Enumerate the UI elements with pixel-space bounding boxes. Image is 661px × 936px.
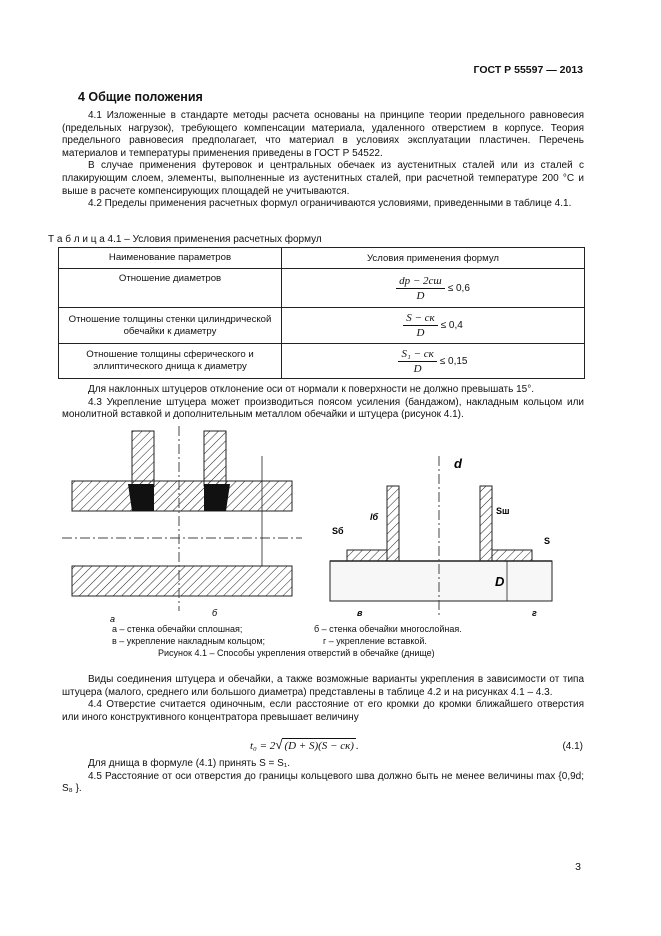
formula-end: . <box>355 740 359 752</box>
paragraph-block-4 <box>62 758 584 796</box>
figure-caption: Рисунок 4.1 – Способы укрепления отверстий в обечайке (днище) <box>158 648 435 658</box>
fig-label-d: d <box>454 456 462 471</box>
formula-condition: ≤ 0,15 <box>439 355 468 367</box>
legend-a: а – стенка обечайки сплошная; <box>112 624 243 634</box>
fig-label-v: в <box>357 608 363 618</box>
formula-denominator: D <box>416 289 425 302</box>
paragraph-inclined-nozzles: Для наклонных штуцеров отклонение оси от нормали к поверхности не должно превышать 15°. <box>88 384 535 395</box>
table-cell-param: Отношение толщины сферического и эллиптического днища к диаметру <box>59 344 282 379</box>
legend-b: б – стенка обечайки многослойная. <box>314 624 462 634</box>
paragraph-connection-types: Виды соединения штуцера и обечайки, а также возможные варианты укрепления в зависимости от типа штуцера (малого, среднего или большого диаметра) представлены в таблице 4.2 и на рисунках 4.1 – 4.3. <box>62 674 584 698</box>
formula-4-1 <box>250 737 359 752</box>
standard-header: ГОСТ Р 55597 — 2013 <box>473 64 583 76</box>
fig-label-Sw: Sш <box>496 506 510 516</box>
fig-label-g: г <box>532 608 537 618</box>
fig-label-lb: lб <box>370 512 379 522</box>
formula-numerator: S − cк <box>403 312 437 326</box>
paragraph-4-1: 4.1 Изложенные в стандарте методы расчета основаны на принципе теории предельного равновесия (предельных нагрузок), требующего компенсации материала, удаленного отверстием в корпусе. Теория предельного равновесия предполагает, что материал в условиях эксплуатации пластичен. Перечень материалов и температуры применения приведены в ГОСТ Р 54522. <box>62 110 584 159</box>
table-cell-formula <box>282 344 585 379</box>
formula-radicand: (D + S)(S − cк) <box>284 740 354 752</box>
formula-condition: ≤ 0,4 <box>440 320 463 331</box>
table-header-conditions: Условия применения формул <box>282 248 585 269</box>
table-header-row <box>59 248 585 269</box>
paragraph-block-3 <box>62 674 584 724</box>
formula-head-thickness-ratio <box>398 348 467 375</box>
fig-label-S: S <box>544 536 551 546</box>
section-title: 4 Общие положения <box>78 90 203 104</box>
formula-shell-thickness-ratio <box>403 312 463 339</box>
paragraph-4-4: 4.4 Отверстие считается одиночным, если расстояние от его кромки до кромки ближайшего отверстия или иного конструктивного концентратора превышает величину <box>62 699 584 723</box>
legend-g: г – укрепление вставкой. <box>323 636 427 646</box>
paragraph-4-3: 4.3 Укрепление штуцера может производиться поясом усиления (бандажом), накладным кольцом или монолитной вставкой и дополнительным металлом обечайки и штуцера (рисунок 4.1). <box>62 396 584 421</box>
right-drawing <box>330 456 552 616</box>
paragraph-bottom-head: Для днища в формуле (4.1) принять S = S₁. <box>88 758 290 769</box>
figure-4-1-drawing <box>62 426 572 622</box>
paragraph-4-2: 4.2 Пределы применения расчетных формул ограничиваются условиями, приведенными в таблице 4.1. <box>88 198 572 210</box>
table-cell-param: Отношение диаметров <box>59 269 282 308</box>
formula-lhs: t₀ = 2 <box>250 740 276 752</box>
page-number: 3 <box>575 861 581 873</box>
conditions-table <box>58 247 585 379</box>
formula-diameter-ratio <box>396 275 470 302</box>
table-header-params: Наименование параметров <box>59 248 282 269</box>
paragraph-4-5: 4.5 Расстояние от оси отверстия до границы кольцевого шва должно быть не менее величины max {0,9d; S₈ }. <box>62 770 584 795</box>
fig-label-a: а <box>110 614 116 622</box>
table-cell-formula <box>282 308 585 344</box>
formula-numerator: S₁ − cк <box>398 348 436 362</box>
paragraph-4-1-lining: В случае применения футеровок и центральных обечаек из аустенитных сталей или из сталей с плакирующим слоем, элементы, выполненные из аустенитных сталей, при расчетной температуре 200 °С и выше в расчете компенсирующих площадей не учитываются. <box>62 160 584 197</box>
formula-denominator: D <box>413 362 422 375</box>
table-cell-param: Отношение толщины стенки цилиндрической обечайки к диаметру <box>59 308 282 344</box>
sqrt-icon: √ <box>275 737 283 752</box>
formula-denominator: D <box>416 327 425 339</box>
fig-label-D: D <box>495 574 505 589</box>
table-caption: Т а б л и ц а 4.1 – Условия применения расчетных формул <box>48 234 322 245</box>
paragraph-block-2 <box>62 384 584 422</box>
formula-condition: ≤ 0,6 <box>447 282 470 294</box>
left-drawing <box>62 426 302 611</box>
fig-label-b: б <box>212 608 218 618</box>
paragraph-block-1 <box>62 110 584 211</box>
formula-numerator: dр − 2cш <box>396 275 445 289</box>
fig-label-Sb: Sб <box>332 526 344 536</box>
table-cell-formula <box>282 269 585 308</box>
table-row <box>59 269 585 308</box>
equation-number: (4.1) <box>562 741 583 752</box>
table-row <box>59 308 585 344</box>
table-row <box>59 344 585 379</box>
legend-v: в – укрепление накладным кольцом; <box>112 636 266 646</box>
